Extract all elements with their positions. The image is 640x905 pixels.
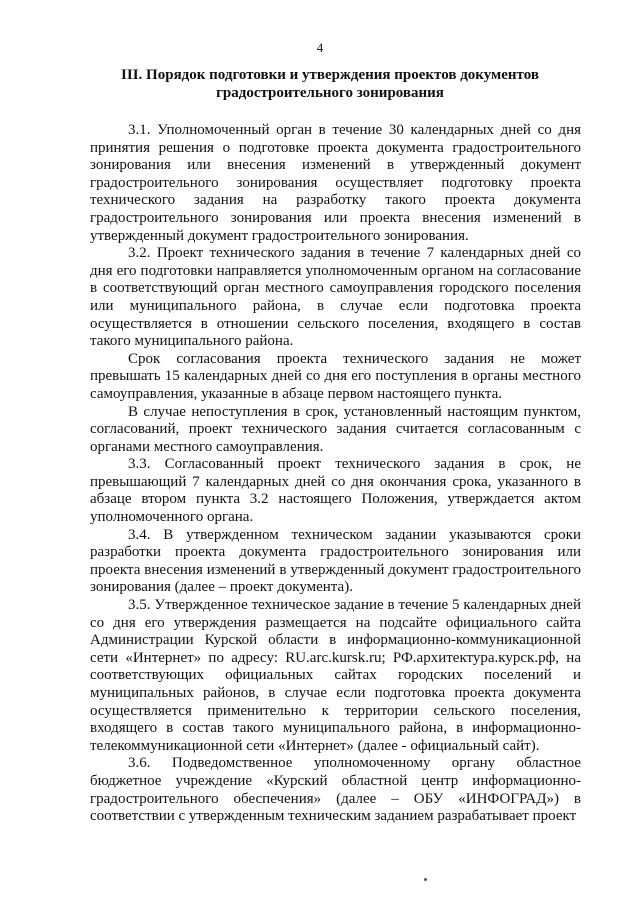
section-title [80,66,580,102]
paragraph-3-2-approval-term: Срок согласования проекта технического задания не может превышать 15 календарных дней со дня его поступления в органы местного самоуправления, указанные в абзаце первом настоящего пункта. [90,350,581,402]
section-title-line-1: III. Порядок подготовки и утверждения проектов документов [121,67,539,83]
section-title-line-2: градостроительного зонирования [216,85,444,101]
paragraph-3-2-non-receipt: В случае непоступления в срок, установленный настоящим пунктом, согласований, проект технического задания считается согласованным с органами местного самоуправления. [90,403,581,455]
paragraph-3-1: 3.1. Уполномоченный орган в течение 30 календарных дней со дня принятия решения о подготовке проекта документа градостроительного зонирования или внесения изменений в утвержденный документ градостроительного зонирования осуществляет подготовку проекта технического задания на разработку такого проекта документа градостроительного зонирования или проекта внесения изменений в утвержденный документ градостроительного зонирования. [90,122,581,244]
scan-speck [424,878,427,881]
paragraph-3-4: 3.4. В утвержденном техническом задании указываются сроки разработки проекта документа градостроительного зонирования или проекта внесения изменений в утвержденный документ градостроительного зонирования (далее – проект документа). [90,526,581,596]
document-body [90,122,581,826]
paragraph-3-3: 3.3. Согласованный проект технического задания в срок, не превышающий 7 календарных дней со дня окончания срока, указанного в абзаце втором пункта 3.2 настоящего Положения, утверждается актом уполномоченного органа. [90,456,581,526]
paragraph-3-2: 3.2. Проект технического задания в течение 7 календарных дней со дня его подготовки направляется уполномоченным органом на согласование в соответствующий орган местного самоуправления городского поселения или муниципального района, в случае если подготовка проекта осуществляется в отношении сельского поселения, входящего в состав такого муниципального района. [90,245,581,350]
paragraph-3-6: 3.6. Подведомственное уполномоченному органу областное бюджетное учреждение «Курский областной центр информационно-градостроительного обеспечения» (далее – ОБУ «ИНФОГРАД») в соответствии с утвержденным техническим заданием разрабатывает проект [90,755,581,825]
page-number: 4 [316,40,324,55]
paragraph-3-5: 3.5. Утвержденное техническое задание в течение 5 календарных дней со дня его утверждения размещается на подсайте официального сайта Администрации Курской области в информационно-коммуникационной сети «Интернет» по адресу: RU.arc.kursk.ru; РФ.архитектура.курск.рф, на соответствующих официальных сайтах городских поселений и муниципальных районов, в случае если подготовка проекта документа осуществляется применительно к территории сельского поселения, входящего в состав такого муниципального района, в информационно-телекоммуникационной сети «Интернет» (далее - официальный сайт). [90,597,581,754]
